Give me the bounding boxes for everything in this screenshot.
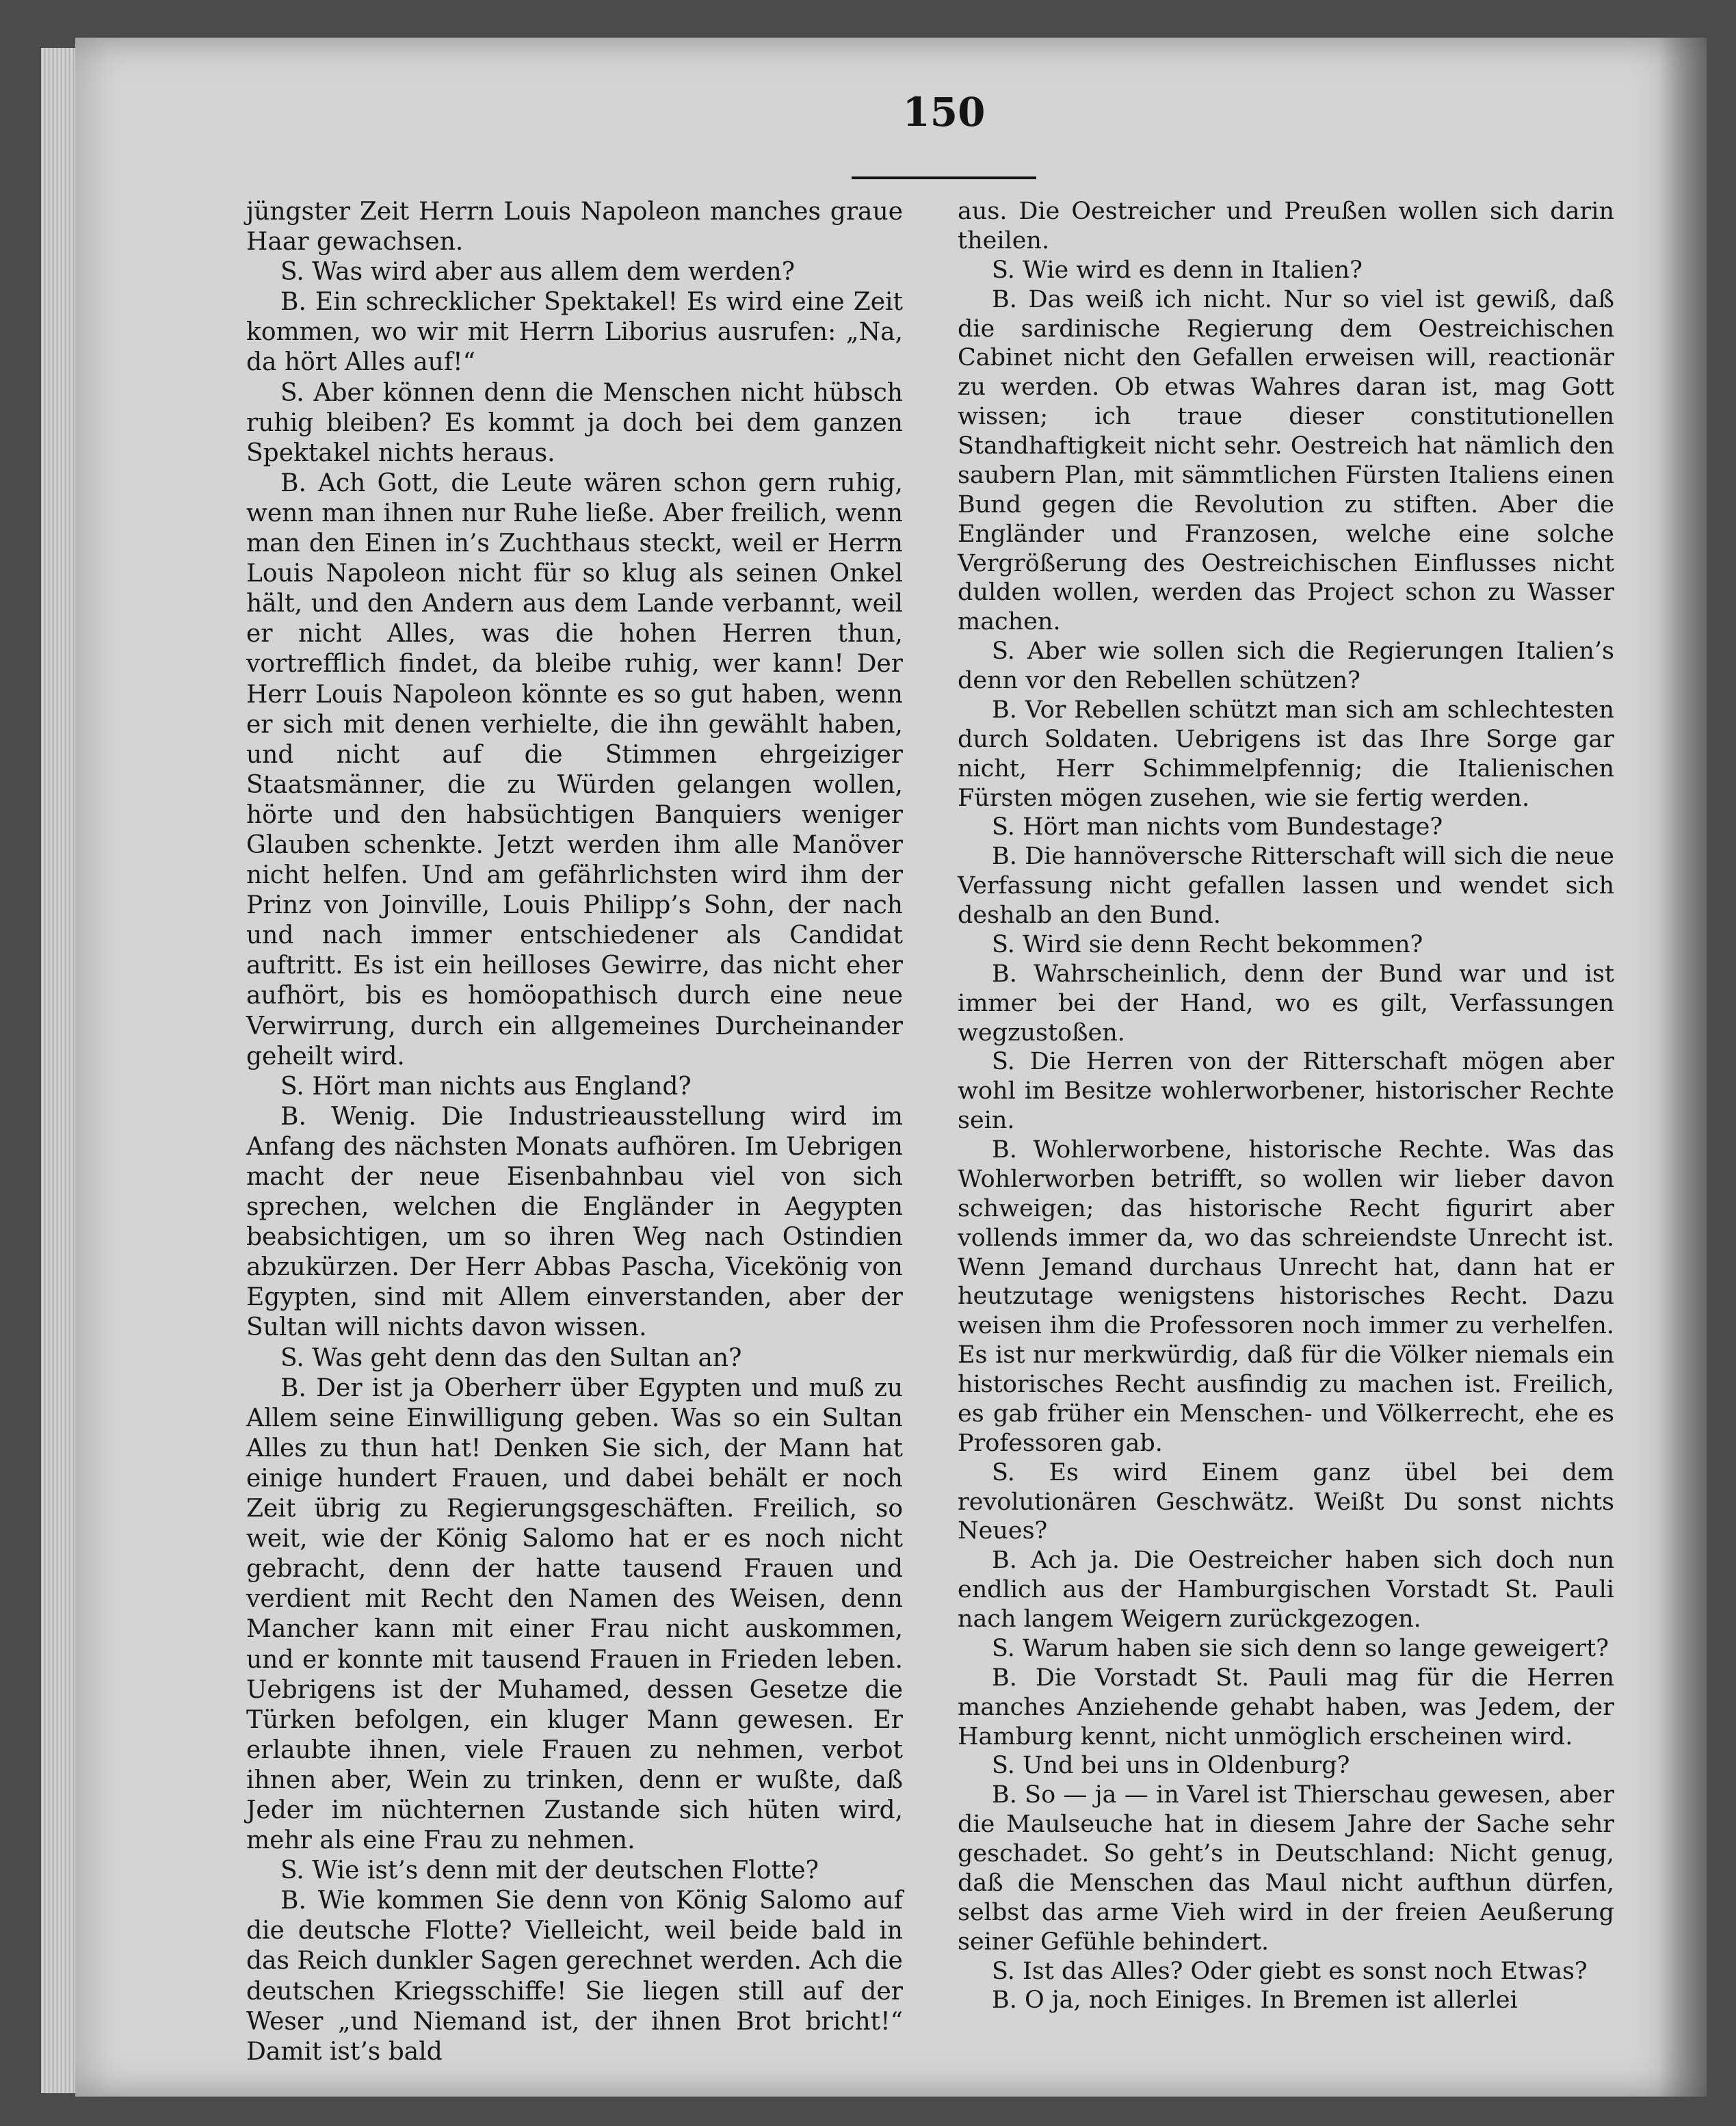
paragraph: B. Wohlerworbene, historische Rechte. Was das Wohlerworben betrifft, so wollen wir lieber davon schweigen; das historische Recht figurirt aber vollends immer da, wo das schreiendste Unrecht ist. Wenn Jemand durchaus Unrecht hat, dann hat er heutzutage wenigstens historisches Recht. Dazu weisen ihm die Professoren noch immer zu verhelfen. Es ist nur merkwürdig, daß für die Völker niemals ein historisches Recht ausfindig zu machen ist. Freilich, es gab früher ein Menschen- und Völkerrecht, ehe es Professoren gab. xyxy=(958,1136,1614,1457)
paragraph: B. Wahrscheinlich, denn der Bund war und ist immer bei der Hand, wo es gilt, Verfassungen wegzustoßen. xyxy=(958,960,1614,1047)
paragraph: S. Was wird aber aus allem dem werden? xyxy=(280,258,795,287)
paragraph: S. Wie ist’s denn mit der deutschen Flotte? xyxy=(280,1856,819,1885)
paragraph: B. Das weiß ich nicht. Nur so viel ist gewiß, daß die sardinische Regierung dem Oestreichischen Cabinet nicht den Gefallen erweisen will, reactionär zu werden. Ob etwas Wahres daran ist, mag Gott wissen; ich traue dieser constitutionellen Standhaftigkeit nicht sehr. Oestreich hat nämlich den saubern Plan, mit sämmtlichen Fürsten Italiens einen Bund gegen die Revolution zu stiften. Aber die Engländer und Franzosen, welche eine solche Vergrößerung des Oestreichischen Einflusses nicht dulden wollen, werden das Project schon zu Wasser machen. xyxy=(958,285,1614,636)
paragraph: B. Ach Gott, die Leute wären schon gern ruhig, wenn man ihnen nur Ruhe ließe. Aber freilich, wenn man den Einen in’s Zuchthaus steckt, weil er Herrn Louis Napoleon nicht für so klug als seinen Onkel hält, und den Andern aus dem Lande verbannt, weil er nicht Alles, was die hohen Herren thun, vortrefflich findet, da bleibe ruhig, wer kann! Der Herr Louis Napoleon könnte es so gut haben, wenn er sich mit denen verhielte, die ihn gewählt haben, und nicht auf die Stimmen ehrgeiziger Staatsmänner, die zu Würden gelangen wollen, hörte und den habsüchtigen Banquiers weniger Glauben schenkte. Jetzt werden ihm alle Manöver nicht helfen. Und am gefährlichsten wird ihm der Prinz von Joinville, Louis Philipp’s Sohn, der nach und nach immer entschiedener als Candidat auftritt. Es ist ein heilloses Gewirre, das nicht eher aufhört, bis es homöopathisch durch eine neue Verwirrung, durch ein allgemeines Durcheinander geheilt wird. xyxy=(246,469,903,1071)
paragraph: B. So — ja — in Varel ist Thierschau gewesen, aber die Maulseuche hat in diesem Jahre der Sache sehr geschadet. So geht’s in Deutschland: Nicht genug, daß die Menschen das Maul nicht aufthun dürfen, selbst das arme Vieh wird in der freien Aeußerung seiner Gefühle behindert. xyxy=(958,1781,1614,1956)
paragraph: S. Wie wird es denn in Italien? xyxy=(992,256,1363,284)
right-text-column xyxy=(958,197,1614,2015)
paragraph: jüngster Zeit Herrn Louis Napoleon manches graue Haar gewachsen. xyxy=(246,198,903,257)
paragraph: S. Wird sie denn Recht bekommen? xyxy=(992,930,1423,958)
paragraph: B. Wenig. Die Industrieausstellung wird im Anfang des nächsten Monats aufhören. Im Uebrigen macht der neue Eisenbahnbau viel von sich sprechen, welchen die Engländer in Aegypten beabsichtigen, um so ihren Weg nach Ostindien abzukürzen. Der Herr Abbas Pascha, Vicekönig von Egypten, sind mit Allem einverstanden, aber der Sultan will nichts davon wissen. xyxy=(246,1102,903,1342)
paragraph: B. O ja, noch Einiges. In Bremen ist allerlei xyxy=(992,1986,1518,2015)
paragraph: S. Die Herren von der Ritterschaft mögen aber wohl im Besitze wohlerworbener, historischer Rechte sein. xyxy=(958,1048,1614,1135)
paragraph: B. Die Vorstadt St. Pauli mag für die Herren manches Anziehende gehabt haben, was Jedem, der Hamburg kennt, nicht unmöglich erscheinen wird. xyxy=(958,1664,1614,1750)
paragraph: S. Hört man nichts aus England? xyxy=(280,1072,692,1101)
paragraph: B. Ach ja. Die Oestreicher haben sich doch nun endlich aus der Hamburgischen Vorstadt St. Pauli nach langem Weigern zurückgezogen. xyxy=(958,1547,1614,1633)
paragraph: S. Und bei uns in Oldenburg? xyxy=(992,1752,1350,1780)
paragraph: B. Die hannöversche Ritterschaft will sich die neue Verfassung nicht gefallen lassen und wendet sich deshalb an den Bund. xyxy=(958,843,1614,929)
paragraph: B. Vor Rebellen schützt man sich am schlechtesten durch Soldaten. Uebrigens ist das Ihre Sorge gar nicht, Herr Schimmelpfennig; die Italienischen Fürsten mögen zusehen, wie sie fertig werden. xyxy=(958,696,1614,812)
paragraph: S. Aber wie sollen sich die Regierungen Italien’s denn vor den Rebellen schützen? xyxy=(958,638,1614,694)
page-number: 150 xyxy=(902,89,986,135)
left-text-column xyxy=(246,197,903,2067)
paragraph: S. Hört man nichts vom Bundestage? xyxy=(992,813,1443,841)
paragraph: S. Was geht denn das den Sultan an? xyxy=(280,1343,742,1372)
paragraph: B. Wie kommen Sie denn von König Salomo auf die deutsche Flotte? Vielleicht, weil beide bald in das Reich dunkler Sagen gerechnet werden. Ach die deutschen Kriegsschiffe! Sie liegen still auf der Weser „und Niemand ist, der ihnen Brot bricht!“ Damit ist’s bald xyxy=(246,1887,903,2066)
paragraph: B. Ein schrecklicher Spektakel! Es wird eine Zeit kommen, wo wir mit Herrn Liborius ausrufen: „Na, da hört Alles auf!“ xyxy=(246,288,903,377)
page-number-rule xyxy=(852,176,1036,179)
paragraph: S. Aber können denn die Menschen nicht hübsch ruhig bleiben? Es kommt ja doch bei dem ganzen Spektakel nichts heraus. xyxy=(246,378,903,467)
paragraph: S. Ist das Alles? Oder giebt es sonst noch Etwas? xyxy=(992,1957,1588,1985)
paragraph: B. Der ist ja Oberherr über Egypten und muß zu Allem seine Einwilligung geben. Was so ein Sultan Alles zu thun hat! Denken Sie sich, der Mann hat einige hundert Frauen, und dabei behält er noch Zeit übrig zu Regierungsgeschäften. Freilich, so weit, wie der König Salomo hat er es noch nicht gebracht, denn der hatte tausend Frauen und verdient mit Recht den Namen des Weisen, denn Mancher kann mit einer Frau nicht auskommen, und er konnte mit tausend Frauen in Frieden leben. Uebrigens ist der Muhamed, dessen Gesetze die Türken befolgen, ein kluger Mann gewesen. Er erlaubte ihnen, viele Frauen zu nehmen, verbot ihnen aber, Wein zu trinken, denn er wußte, daß Jeder im nüchternen Zustande sich hüten wird, mehr als eine Frau zu nehmen. xyxy=(246,1374,903,1855)
paragraph: aus. Die Oestreicher und Preußen wollen sich darin theilen. xyxy=(958,198,1614,254)
paragraph: S. Warum haben sie sich denn so lange geweigert? xyxy=(992,1634,1609,1662)
paragraph: S. Es wird Einem ganz übel bei dem revolutionären Geschwätz. Weißt Du sonst nichts Neues? xyxy=(958,1458,1614,1545)
page-gutter-shadow xyxy=(1659,38,1707,2097)
